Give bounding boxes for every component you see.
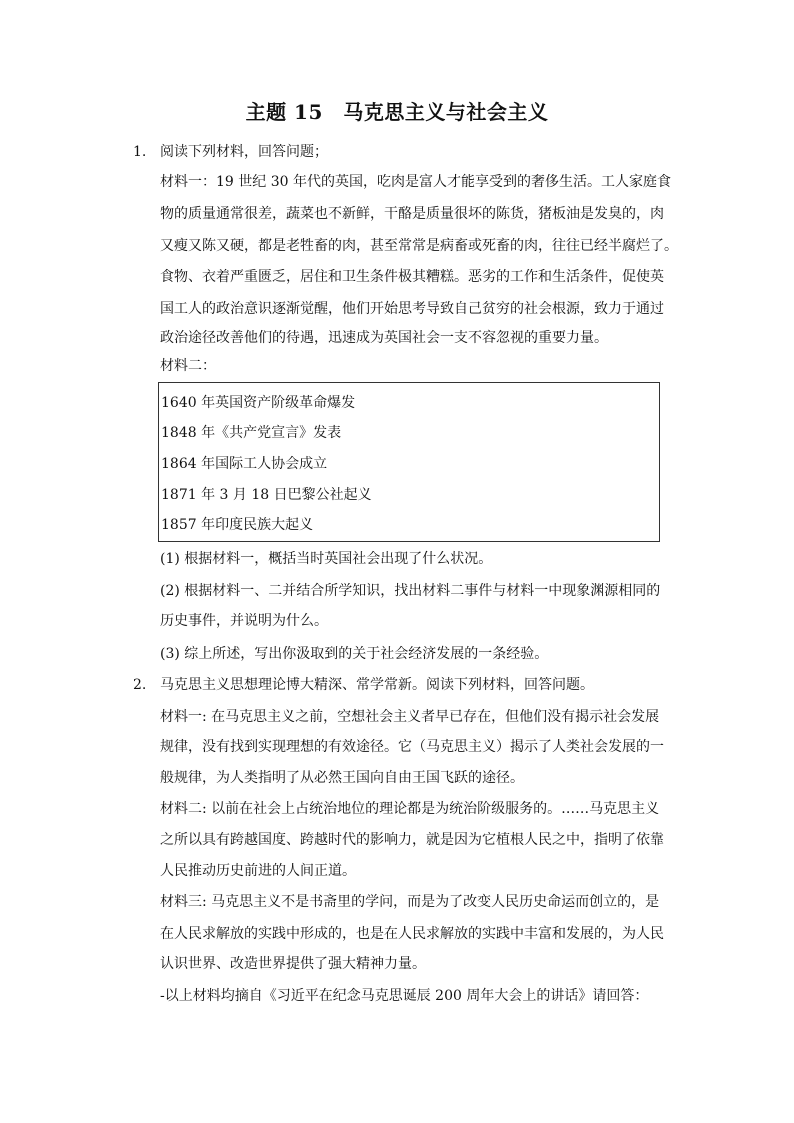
material-2-box xyxy=(158,382,660,542)
source-note: -以上材料均摘自《习近平在纪念马克思诞辰 200 周年大会上的讲话》请回答： xyxy=(160,988,649,1004)
question-1-prompt: 阅读下列材料，回答问题； xyxy=(160,144,328,160)
q2-material-3-line: 在人民求解放的实践中形成的，也是在人民求解放的实践中丰富和发展的，为人民 xyxy=(160,926,664,942)
q2-material-3-line: 认识世界、改造世界提供了强大精神力量。 xyxy=(160,956,426,972)
q2-material-2-line: 人民推动历史前进的人间正道。 xyxy=(160,863,356,879)
event-item: 1848 年《共产党宣言》发表 xyxy=(161,425,342,441)
q2-material-1-line: 材料一: 在马克思主义之前，空想社会主义者早已存在，但他们没有揭示社会发展 xyxy=(160,709,660,725)
q2-material-1-line: 般规律，为人类指明了从必然王国向自由王国飞跃的途径。 xyxy=(160,770,524,786)
sub-question-3: (3) 综上所述，写出你汲取到的关于社会经济发展的一条经验。 xyxy=(160,646,549,662)
q2-material-3-line: 材料三: 马克思主义不是书斋里的学问，而是为了改变人民历史命运而创立的，是 xyxy=(160,894,660,910)
page-title: 主题 15 马克思主义与社会主义 xyxy=(245,100,549,124)
q2-material-2-line: 之所以具有跨越国度、跨越时代的影响力，就是因为它植根人民之中，指明了依靠 xyxy=(160,832,664,848)
event-item: 1857 年印度民族大起义 xyxy=(161,517,314,533)
question-2-prompt: 马克思主义思想理论博大精深、常学常新。阅读下列材料，回答问题。 xyxy=(160,677,594,693)
sub-question-1: (1) 根据材料一，概括当时英国社会出现了什么状况。 xyxy=(160,551,493,567)
material-1-line: 材料一：19 世纪 30 年代的英国，吃肉是富人才能享受到的奢侈生活。工人家庭食 xyxy=(160,174,671,190)
question-1-number: 1. xyxy=(133,144,147,160)
material-2-label: 材料二： xyxy=(160,358,216,374)
material-1-line: 物的质量通常很差，蔬菜也不新鲜，干酪是质量很坏的陈货，猪板油是发臭的，肉 xyxy=(160,206,664,222)
material-1-line: 国工人的政治意识逐渐觉醒，他们开始思考导致自己贫穷的社会根源，致力于通过 xyxy=(160,301,664,317)
material-1-line: 又瘦又陈又硬，都是老牲畜的肉，甚至常常是病畜或死畜的肉，往往已经半腐烂了。 xyxy=(160,238,678,254)
question-2-number: 2. xyxy=(133,677,147,693)
sub-question-2: (2) 根据材料一、二并结合所学知识，找出材料二事件与材料一中现象渊源相同的 xyxy=(160,583,661,599)
q2-material-2-line: 材料二: 以前在社会上占统治地位的理论都是为统治阶级服务的。……马克思主义 xyxy=(160,801,660,817)
q2-material-1-line: 规律，没有找到实现理想的有效途径。它（马克思主义）揭示了人类社会发展的一 xyxy=(160,739,664,755)
material-1-line: 食物、衣着严重匮乏，居住和卫生条件极其糟糕。恶劣的工作和生活条件，促使英 xyxy=(160,269,664,285)
event-item: 1640 年英国资产阶级革命爆发 xyxy=(161,395,356,411)
event-item: 1871 年 3 月 18 日巴黎公社起义 xyxy=(161,487,372,503)
material-1-line: 政治途径改善他们的待遇，迅速成为英国社会一支不容忽视的重要力量。 xyxy=(160,330,608,346)
event-item: 1864 年国际工人协会成立 xyxy=(161,456,328,472)
sub-question-2-cont: 历史事件，并说明为什么。 xyxy=(160,613,328,629)
